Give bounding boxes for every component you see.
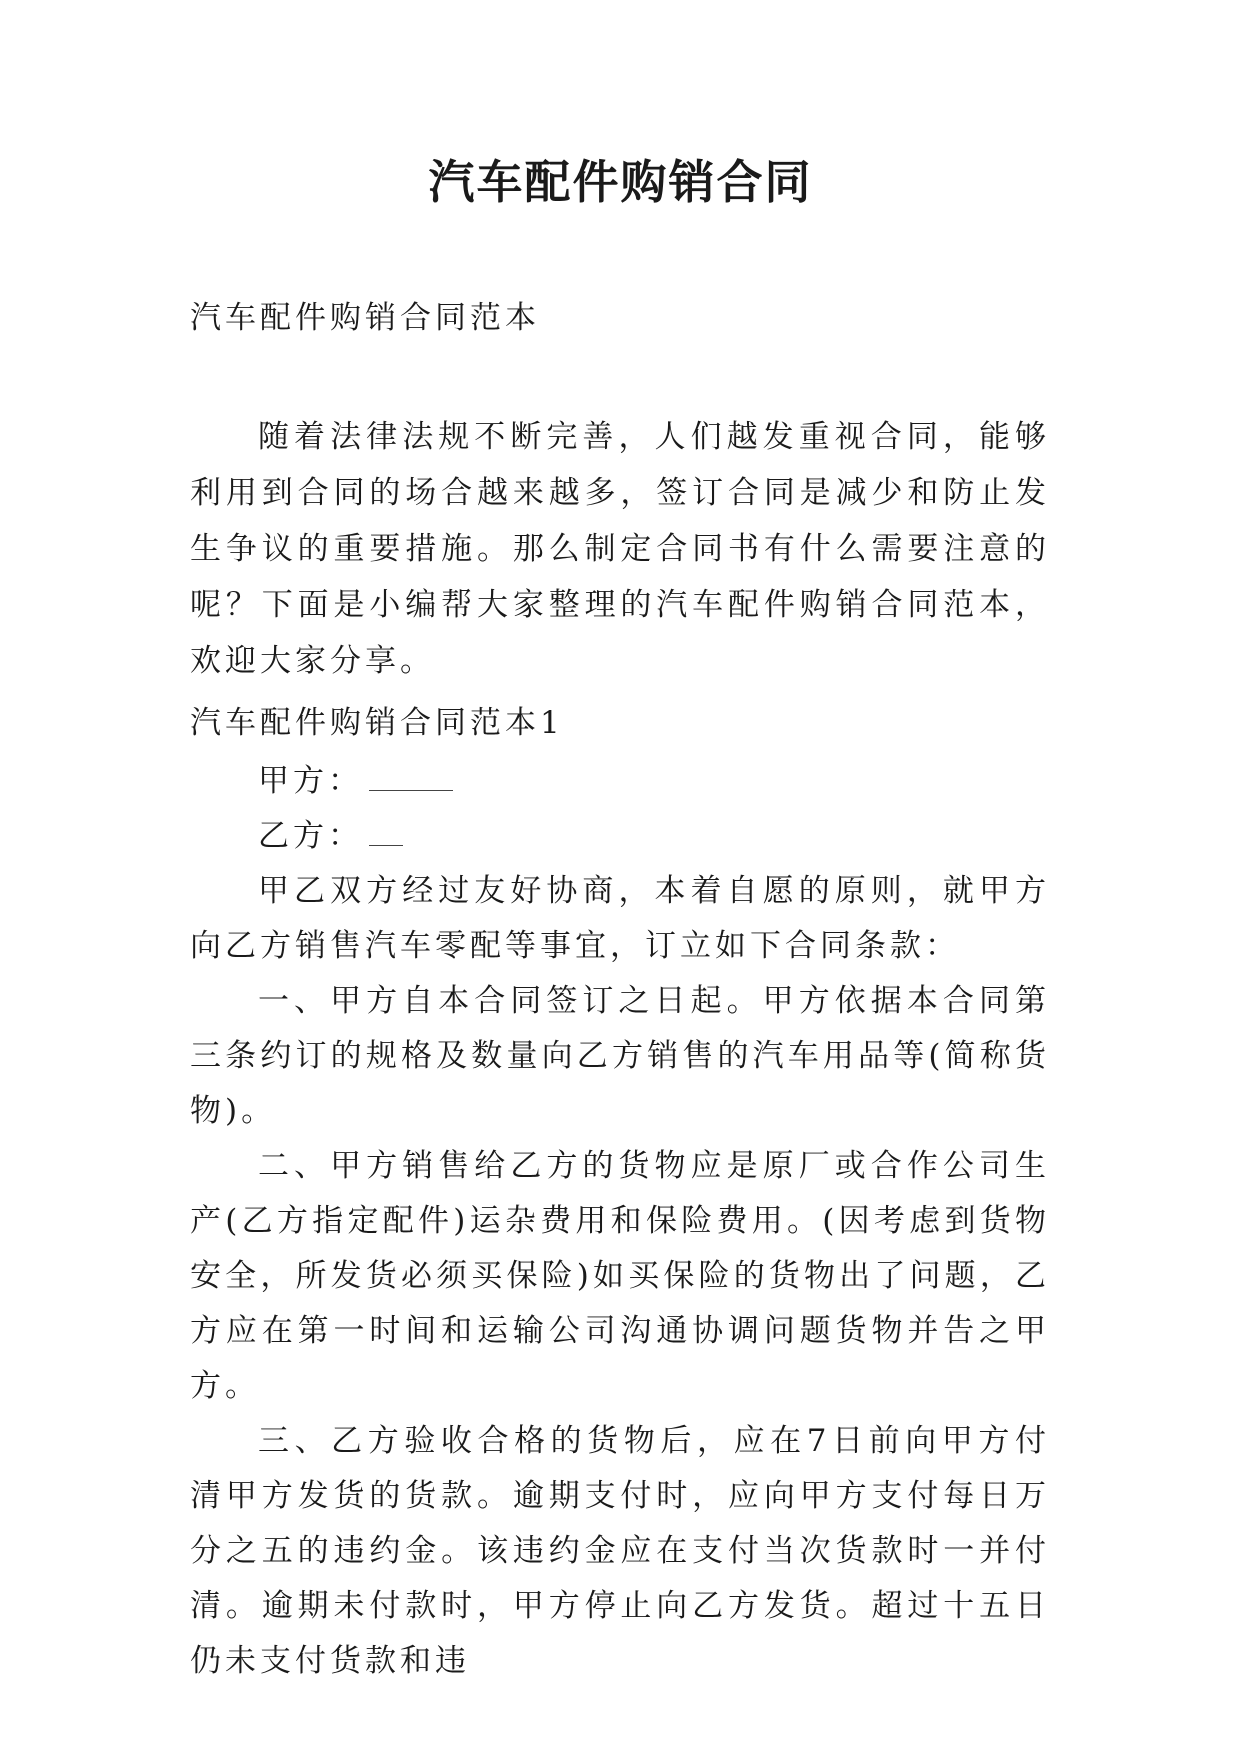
clause-paragraph: 二、甲方销售给乙方的货物应是原厂或合作公司生产(乙方指定配件)运杂费用和保险费用。(因考虑到货物安全，所发货必须买保险)如买保险的货物出了问题，乙方应在第一时间和运输公司沟通协调问题货物并告之甲方。 — [190, 1148, 1050, 1404]
party-b-label: 乙方： — [258, 818, 363, 854]
party-a-label: 甲方： — [258, 763, 363, 799]
section-heading: 汽车配件购销合同范本1 — [190, 705, 564, 741]
party-b-line — [190, 809, 1050, 864]
clause-paragraph: 一、甲方自本合同签订之日起。甲方依据本合同第三条约订的规格及数量向乙方销售的汽车用品等(简称货物)。 — [190, 983, 1050, 1129]
party-a-blank — [369, 760, 453, 791]
document-subtitle: 汽车配件购销合同范本 — [190, 300, 540, 336]
party-b-blank — [369, 815, 403, 846]
intro-paragraph: 随着法律法规不断完善，人们越发重视合同，能够利用到合同的场合越来越多，签订合同是减少和防止发生争议的重要措施。那么制定合同书有什么需要注意的呢？下面是小编帮大家整理的汽车配件购销合同范本，欢迎大家分享。 — [190, 419, 1050, 679]
party-a-line — [190, 754, 1050, 809]
contract-body — [190, 754, 1050, 1689]
clause-paragraph: 甲乙双方经过友好协商，本着自愿的原则，就甲方向乙方销售汽车零配等事宜，订立如下合同条款： — [190, 873, 1050, 964]
document-title: 汽车配件购销合同 — [428, 155, 813, 209]
clause-paragraph: 三、乙方验收合格的货物后，应在7日前向甲方付清甲方发货的货款。逾期支付时，应向甲方支付每日万分之五的违约金。该违约金应在支付当次货款时一并付清。逾期未付款时，甲方停止向乙方发货。超过十五日仍未支付货款和违 — [190, 1423, 1050, 1679]
